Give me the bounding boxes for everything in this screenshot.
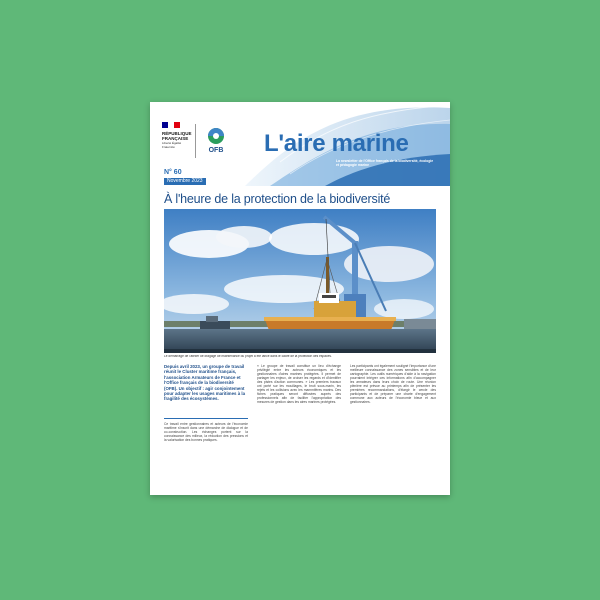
- headline: À l'heure de la protection de la biodiversité: [164, 192, 391, 206]
- logo-divider: [195, 124, 196, 158]
- newsletter-title: L'aire marine: [264, 130, 409, 157]
- harbor-crane-ship-photo: [164, 209, 436, 353]
- body-column-2: « Le groupe de travail constitue un lieu d'échange privilégié entre les acteurs économiques et les gestionnaires d'aires marines protégées. Il permet de partager les enjeux, de croiser les regards et d'identifier des pistes d'action communes. » Les premiers travaux ont porté sur les mouillages, le bruit sous-marin, les rejets et les collisions avec les mammifères marins. Des fiches pratiques seront diffusées auprès des professionnels afin de faciliter l'appropriation des mesures de gestion dans les aires marines protégées.: [257, 364, 341, 405]
- newsletter-header: [150, 102, 450, 186]
- issue-date: Novembre 2023: [164, 178, 206, 185]
- republique-label-1: RÉPUBLIQUE: [162, 131, 192, 136]
- ofb-label: OFB: [208, 147, 224, 154]
- ofb-emblem-icon: [204, 126, 228, 146]
- body-column-3: Les participants ont également souligné l'importance d'une meilleure connaissance des zones sensibles et de leur cartographie. Les outils numériques d'aide à la navigation pourraient intégrer ces informations afin d'accompagner les armateurs dans leurs choix de route. Une réunion plénière est prévue au printemps afin de présenter les premières recommandations, d'élargir le cercle des participants et de préparer une charte d'engagement commune aux acteurs de l'économie bleue et aux gestionnaires.: [350, 364, 436, 405]
- newsletter-cover-page: [150, 102, 450, 495]
- french-flag-icon: [162, 122, 180, 128]
- lead-divider: [164, 418, 248, 419]
- republique-motto: Liberté Égalité Fraternité: [162, 141, 182, 149]
- republique-francaise-logo: [162, 122, 192, 162]
- harbor-photo: [164, 209, 436, 353]
- ofb-logo: [204, 126, 228, 158]
- body-column-1: Ce travail entre gestionnaires et acteurs de l'économie maritime s'inscrit dans une démarche de dialogue et de co-construction. Les échanges portent sur la connaissance des milieux, la réduction des pressions et la valorisation des bonnes pratiques.: [164, 422, 248, 443]
- lead-paragraph: Depuis avril 2023, un groupe de travail réunit le Cluster maritime français, l'association Armateurs de France et l'Office français de la biodiversité (OFB). Un objectif : agir conjointement pour adapter les usages maritimes à la fragilité des écosystèmes.: [164, 364, 246, 402]
- republique-label-2: FRANÇAISE: [162, 136, 189, 141]
- photo-caption: Le démarrage de l'atelier de dragage de maintenance du projet a été lancé dans le cadre de la protection des espaces.: [164, 355, 332, 358]
- issue-number: N° 60: [164, 169, 182, 176]
- newsletter-tagline: La newsletter de l'Office français de la biodiversité, écologie et pédagogie marine: [336, 159, 434, 167]
